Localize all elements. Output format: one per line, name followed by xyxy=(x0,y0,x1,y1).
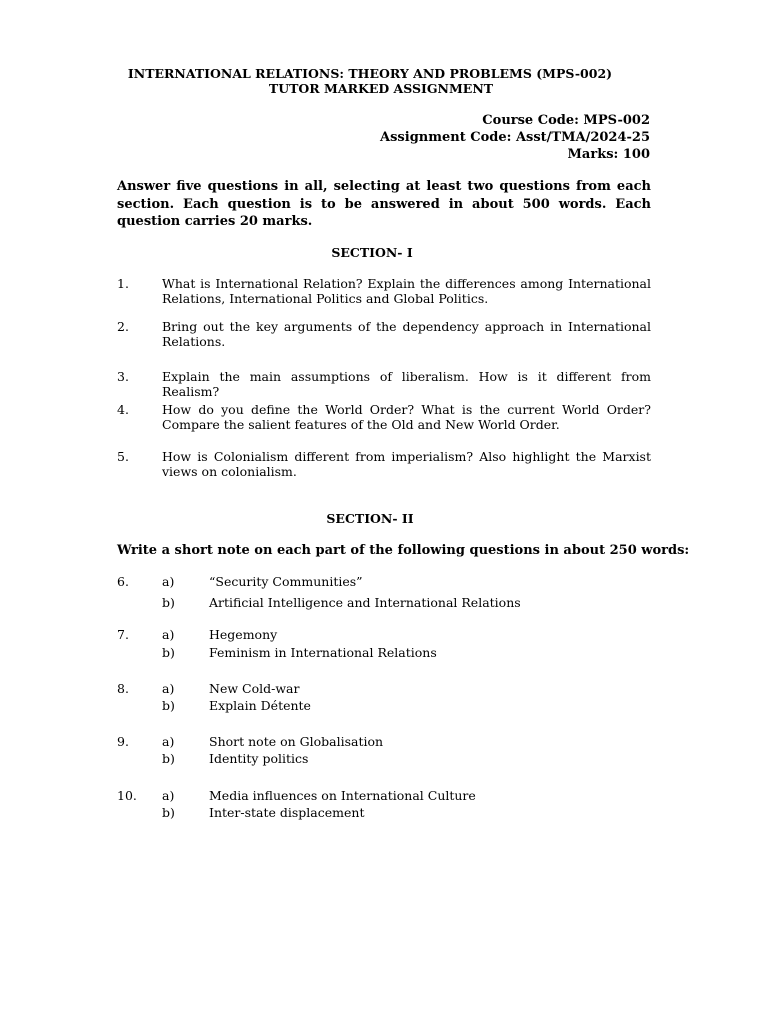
question-number: 7. xyxy=(117,627,129,642)
part-label: a) xyxy=(162,574,175,589)
course-info xyxy=(380,112,650,163)
part-label: b) xyxy=(162,751,175,766)
part-text: Feminism in International Relations xyxy=(209,645,437,660)
question-number: 9. xyxy=(117,734,129,749)
course-code: Course Code: MPS-002 xyxy=(482,113,650,128)
question-number: 5. xyxy=(117,449,129,464)
part-label: b) xyxy=(162,645,175,660)
part-label: a) xyxy=(162,788,175,803)
question-text: How is Colonialism different from imperialism? Also highlight the Marxist views on colonialism. xyxy=(162,449,651,479)
question-number: 10. xyxy=(117,788,137,803)
part-label: a) xyxy=(162,734,175,749)
part-text: Media influences on International Culture xyxy=(209,788,476,803)
part-text: “Security Communities” xyxy=(209,574,363,589)
question-number: 1. xyxy=(117,276,129,291)
part-text: Identity politics xyxy=(209,751,309,766)
question-number: 6. xyxy=(117,574,129,589)
part-text: Short note on Globalisation xyxy=(209,734,384,749)
question-number: 8. xyxy=(117,681,129,696)
section-2-instructions: Write a short note on each part of the following questions in about 250 words: xyxy=(117,543,690,558)
part-label: b) xyxy=(162,595,175,610)
section-1-heading: SECTION- I xyxy=(331,245,413,260)
question-number: 3. xyxy=(117,369,129,384)
part-label: a) xyxy=(162,627,175,642)
section-2-heading: SECTION- II xyxy=(326,511,414,526)
question-text: Explain the main assumptions of liberalism. How is it different from Realism? xyxy=(162,369,651,399)
marks: Marks: 100 xyxy=(567,147,650,162)
part-label: b) xyxy=(162,698,175,713)
general-instructions: Answer five questions in all, selecting at least two questions from each section. Each question is to be answered in about 500 words. Each question carries 20 marks. xyxy=(117,179,651,229)
question-number: 4. xyxy=(117,402,129,417)
part-text: Inter-state displacement xyxy=(209,805,365,820)
question-text: How do you define the World Order? What is the current World Order? Compare the salient features of the Old and New World Order. xyxy=(162,402,651,432)
question-text: What is International Relation? Explain the differences among International Relations, International Politics and Global Politics. xyxy=(162,276,651,306)
part-label: b) xyxy=(162,805,175,820)
part-text: Explain Détente xyxy=(209,698,311,713)
question-number: 2. xyxy=(117,319,129,334)
part-label: a) xyxy=(162,681,175,696)
part-text: Hegemony xyxy=(209,627,278,642)
part-text: New Cold-war xyxy=(209,681,300,696)
document-title: INTERNATIONAL RELATIONS: THEORY AND PROBLEMS (MPS-002) xyxy=(127,66,613,81)
assignment-code: Assignment Code: Asst/TMA/2024-25 xyxy=(380,130,650,145)
question-text: Bring out the key arguments of the dependency approach in International Relations. xyxy=(162,319,651,349)
part-text: Artificial Intelligence and International Relations xyxy=(209,595,521,610)
document-subtitle: TUTOR MARKED ASSIGNMENT xyxy=(268,81,494,96)
